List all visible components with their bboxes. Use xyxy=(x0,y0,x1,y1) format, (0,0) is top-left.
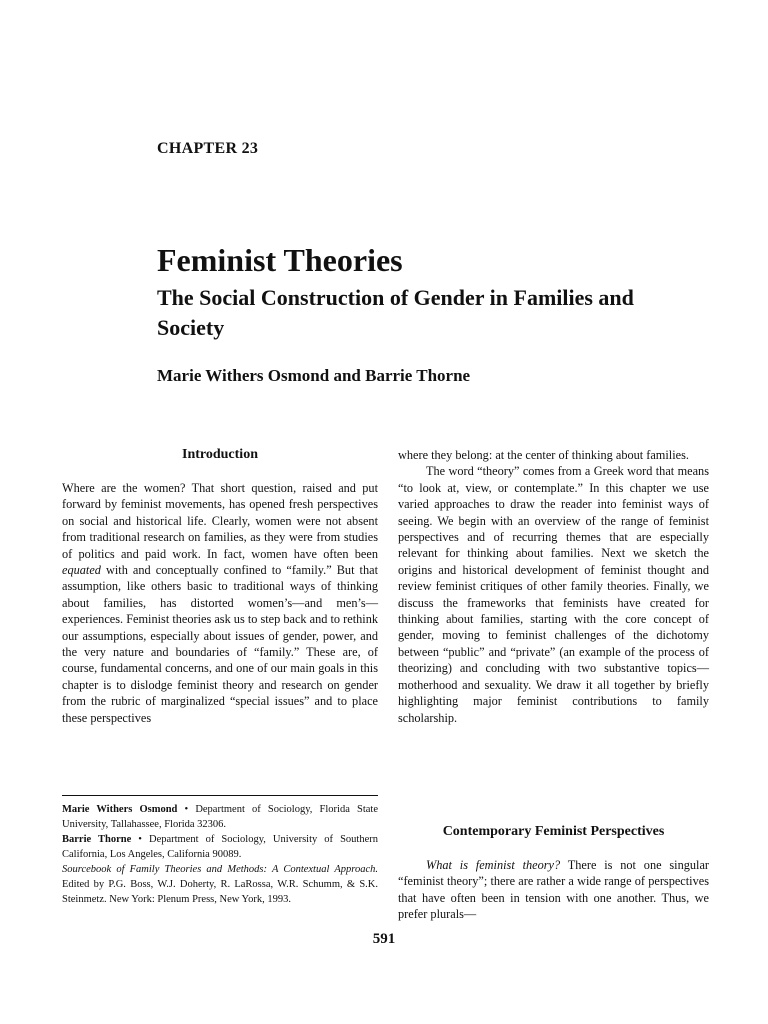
right-column-body xyxy=(398,447,709,726)
paragraph: where they belong: at the center of thinking about families. xyxy=(398,448,689,462)
footnote-divider xyxy=(62,795,378,796)
author-affiliation: • Department of Sociology, University of Southern California, Los Angeles, California 90089. xyxy=(62,834,378,860)
paragraph xyxy=(398,857,709,923)
text-run: with and conceptually confined to “family.” But that assumption, like others basic to traditional ways of thinking about families, has distorted women’s—and men’s—experiences. Feminist theories ask us to step back and to rethink our assumptions, especially about issues of gender, power, and the very nature and boundaries of “family.” These are, of course, fundamental concerns, and one of our main goals in this chapter is to dislodge feminist theory and research on gender from the rubric of marginalized “special issues” and to place these perspectives xyxy=(62,563,378,725)
paragraph xyxy=(62,480,378,726)
emphasis-text: What is feminist theory? xyxy=(426,858,561,872)
right-column-body-continued xyxy=(398,857,709,923)
chapter-label: CHAPTER 23 xyxy=(157,140,259,157)
section-heading-contemporary-feminist-perspectives: Contemporary Feminist Perspectives xyxy=(442,824,665,839)
author-name: Marie Withers Osmond xyxy=(62,804,178,815)
source-details: Edited by P.G. Boss, W.J. Doherty, R. LaRossa, W.R. Schumm, & S.K. Steinmetz. New York: Plenum Press, New York, 1993. xyxy=(62,879,378,905)
footnote-author-1 xyxy=(62,802,378,832)
chapter-subtitle: The Social Construction of Gender in Families and Society xyxy=(157,285,634,340)
footnote-author-2 xyxy=(62,832,378,862)
emphasis-text: equated xyxy=(62,563,101,578)
page-number: 591 xyxy=(372,931,396,947)
author-name: Barrie Thorne xyxy=(62,834,132,845)
text-run: Where are the women? That short question, raised and put forward by feminist movements, has opened fresh perspectives on social and historical life. Clearly, women were not absent from traditional research on families, as they were from studies of politics and paid work. In fact, women have often been xyxy=(62,481,378,561)
footnotes xyxy=(62,802,378,907)
chapter-title: Feminist Theories xyxy=(157,242,403,278)
book-title: Sourcebook of Family Theories and Methods: A Contextual Approach. xyxy=(62,864,378,875)
left-column-body xyxy=(62,480,378,726)
author-line: Marie Withers Osmond and Barrie Thorne xyxy=(157,366,471,385)
author-affiliation: • Department of Sociology, Florida State University, Tallahassee, Florida 32306. xyxy=(62,804,378,830)
footnote-source xyxy=(62,862,378,907)
section-heading-introduction: Introduction xyxy=(182,447,258,462)
text-run: There is not one singular “feminist theory”; there are rather a wide range of perspectives that have often been in tension with one another. Thus, we prefer plurals— xyxy=(398,858,709,922)
paragraph: The word “theory” comes from a Greek word that means “to look at, view, or contemplate.” In this chapter we use varied approaches to draw the reader into feminist ways of seeing. We begin with an overview of the range of feminist perspectives and of recurring themes that are especially relevant for thinking about families. Next we sketch the origins and historical development of feminist thought and review feminist critiques of other family theories. Finally, we discuss the frameworks that feminists have created for thinking about families, starting with the core concept of gender, moving to feminist challenges of the dichotomy between “public” and “private” (an example of the process of theorizing) and concluding with two substantive topics—motherhood and sexuality. We draw it all together by briefly highlighting major feminist contributions to family scholarship. xyxy=(398,464,709,725)
